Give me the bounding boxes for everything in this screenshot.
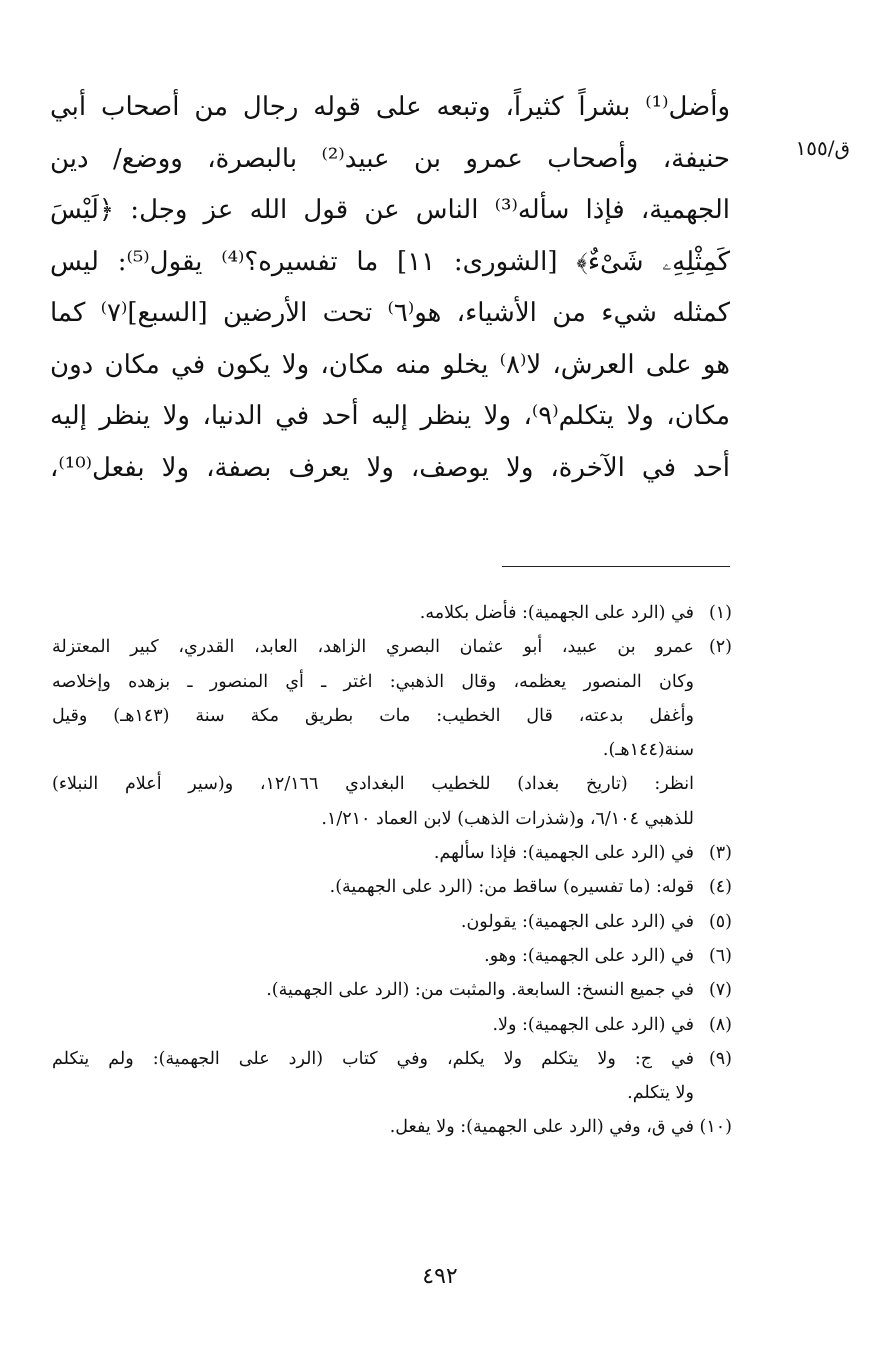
footnote-number: (٢) [708, 637, 732, 658]
manuscript-folio-note: ق/١٥٥ [795, 136, 850, 160]
footnote-item [52, 596, 732, 630]
footnote-text: قوله: (ما تفسيره) ساقط من: (الرد على الجهمية). [329, 877, 694, 898]
footnote-number: (١) [708, 603, 732, 623]
footnote-text: عمرو بن عبيد، أبو عثمان البصري الزاهد، العابد، القدري، كبير المعتزلة [52, 637, 694, 658]
footnote-number: (٧) [708, 980, 732, 1001]
main-text-line: كمثله شيء من الأشياء، هو⁽٦⁾ تحت الأرضين [السبع]⁽٧⁾ كما [50, 298, 730, 328]
footnote-text: في (الرد على الجهمية): فأضل بكلامه. [419, 603, 694, 623]
footnote-item [52, 1008, 732, 1042]
footnote-number: (٩) [708, 1048, 732, 1069]
main-text-body [50, 82, 730, 494]
footnote-text: في (الرد على الجهمية): وهو. [484, 945, 694, 966]
footnote-item [52, 939, 732, 973]
main-text-line: الجهمية، فإذا سأله⁽³⁾ الناس عن قول الله عز وجل: ﴿لَيْسَ [50, 195, 730, 225]
footnote-text: في جميع النسخ: السابعة. والمثبت من: (الرد على الجهمية). [266, 980, 694, 1001]
main-text-line: مكان، ولا يتكلم⁽٩⁾، ولا ينظر إليه أحد في الدنيا، ولا ينظر إليه [50, 401, 730, 431]
footnote-text: في ق، وفي (الرد على الجهمية): ولا يفعل. [389, 1117, 694, 1138]
footnote-item [52, 905, 732, 939]
footnote-item [52, 1042, 732, 1111]
footnote-item [52, 870, 732, 904]
footnote-item [52, 836, 732, 870]
main-text-line: كَمِثْلِهِۦ شَىْءٌ﴾ [الشورى: ١١] ما تفسيره؟⁽⁴⁾ يقول⁽⁵⁾: ليس [50, 246, 730, 277]
footnote-item [52, 973, 732, 1007]
main-text-line: وأضل⁽¹⁾ بشراً كثيراً، وتبعه على قوله رجال من أصحاب أبي [50, 92, 730, 122]
footnote-text: ولا يتكلم. [627, 1083, 694, 1104]
footnote-text: للذهبي ٦/١٠٤، و(شذرات الذهب) لابن العماد ١/٢١٠. [321, 808, 694, 829]
footnote-separator [502, 566, 730, 567]
footnote-text: في (الرد على الجهمية): يقولون. [460, 911, 694, 932]
footnote-text: سنة(١٤٤هـ). [602, 740, 694, 761]
main-text-line: أحد في الآخرة، ولا يوصف، ولا يعرف بصفة، ولا بفعل⁽¹⁰⁾، [50, 452, 730, 483]
footnote-item [52, 1110, 732, 1144]
footnote-text: انظر: (تاريخ بغداد) للخطيب البغدادي ١٢/١٦٦، و(سير أعلام النبلاء) [52, 774, 694, 795]
footnotes-section [52, 596, 732, 1145]
footnote-number: (٣) [708, 843, 732, 864]
footnote-text: في (الرد على الجهمية): فإذا سألهم. [433, 843, 694, 864]
footnote-number: (٤) [708, 877, 732, 898]
main-text-line: هو على العرش، لا⁽٨⁾ يخلو منه مكان، ولا يكون في مكان دون [50, 349, 730, 380]
footnote-number: (٨) [708, 1014, 732, 1035]
footnote-text: وأغفل بدعته، قال الخطيب: مات بطريق مكة سنة (١٤٣هـ) وقيل [52, 705, 694, 726]
footnote-number: (١٠) [699, 1117, 732, 1138]
footnote-text: وكان المنصور يعظمه، وقال الذهبي: اغتر ـ أي المنصور ـ بزهده وإخلاصه [52, 671, 694, 692]
footnote-text: في ج: ولا يتكلم ولا يكلم، وفي كتاب (الرد على الجهمية): ولم يتكلم [52, 1048, 694, 1069]
footnote-text: في (الرد على الجهمية): ولا. [492, 1014, 694, 1035]
page-number: ٤٩٢ [422, 1264, 458, 1289]
footnote-item [52, 630, 732, 836]
footnote-number: (٥) [708, 911, 732, 932]
footnote-number: (٦) [708, 945, 732, 966]
main-text-line: حنيفة، وأصحاب عمرو بن عبيد⁽²⁾ بالبصرة، ووضع/ دين [50, 143, 730, 174]
